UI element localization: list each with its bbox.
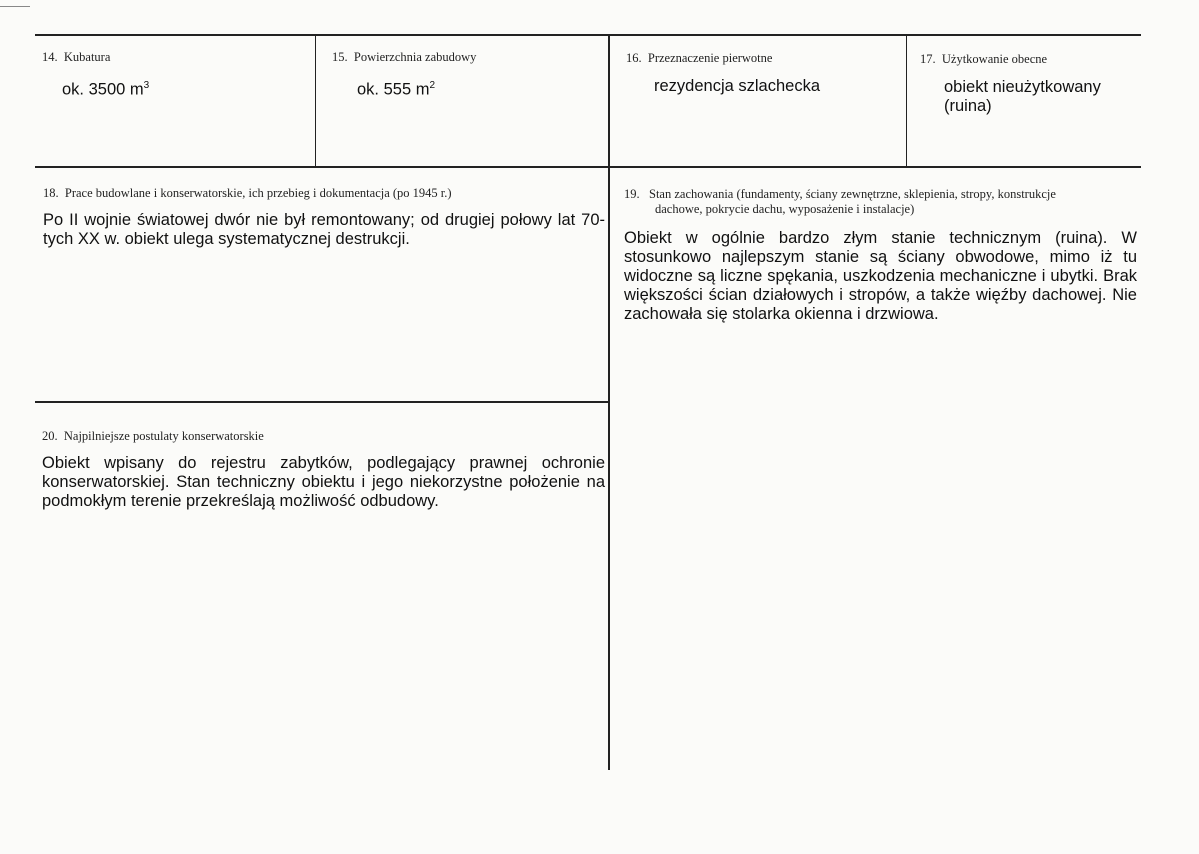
field-14-value-text: ok. 3500 m <box>62 80 144 99</box>
corner-mark <box>0 6 30 7</box>
top-border <box>35 34 1141 36</box>
field-20-value: Obiekt wpisany do rejestru zabytków, podlegający prawnej ochronie konserwatorskiej. Stan techniczny obiektu i jego niekorzystne położenie na podmokłym terenie przekreślają możliwość odbudowy. <box>42 454 605 510</box>
field-19-label <box>624 187 1137 217</box>
field-15-number: 15. <box>332 50 348 64</box>
field-14-label-text: Kubatura <box>63 50 111 64</box>
field-17-label-text: Użytkowanie obecne <box>941 52 1048 66</box>
field-20-postulaty <box>42 429 605 511</box>
field-16-label <box>626 51 901 66</box>
field-18-value: Po II wojnie światowej dwór nie był remontowany; od drugiej połowy lat 70-tych XX w. obiekt ulega systematycznej destrukcji. <box>43 211 605 248</box>
field-14-number: 14. <box>42 50 58 64</box>
row-divider-1 <box>35 166 1141 168</box>
field-17-label <box>920 52 1135 67</box>
field-18-label-text: Prace budowlane i konserwatorskie, ich przebieg i dokumentacja (po 1945 r.) <box>64 186 452 200</box>
field-19-label-text-1: Stan zachowania (fundamenty, ściany zewnętrzne, sklepienia, stropy, konstrukcje <box>649 187 1056 201</box>
field-18-prace <box>43 186 605 249</box>
field-19-stan-zachowania <box>624 187 1137 324</box>
field-20-label-text: Najpilniejsze postulaty konserwatorskie <box>63 429 264 443</box>
field-20-number: 20. <box>42 429 58 443</box>
field-16-number: 16. <box>626 51 642 65</box>
field-15-powierzchnia <box>332 50 602 100</box>
field-19-number: 19. <box>624 187 640 201</box>
field-14-label <box>42 50 310 65</box>
field-15-label-text: Powierzchnia zabudowy <box>353 50 477 64</box>
field-19-label-line1 <box>624 187 1137 202</box>
field-16-przeznaczenie <box>626 51 901 96</box>
row-divider-2-left <box>35 401 609 403</box>
field-20-label <box>42 429 605 444</box>
field-15-unit-exponent: 2 <box>429 80 436 91</box>
field-19-value: Obiekt w ogólnie bardzo złym stanie technicznym (ruina). W stosunkowo najlepszym stanie są ściany obwodowe, mimo iż tu widoczne są liczne spękania, uszkodzenia mechaniczne i ubytki. Brak większości ścian działowych i stropów, a także więźby dachowej. Nie zachowała się stolarka okienna i drzwiowa. <box>624 229 1137 323</box>
col-divider-3 <box>906 35 907 167</box>
field-16-label-text: Przeznaczenie pierwotne <box>647 51 773 65</box>
field-17-uzytkowanie <box>920 52 1135 116</box>
field-17-number: 17. <box>920 52 936 66</box>
col-divider-1 <box>315 35 316 167</box>
field-18-number: 18. <box>43 186 59 200</box>
field-14-kubatura <box>42 50 310 100</box>
field-15-label <box>332 50 602 65</box>
field-14-unit-exponent: 3 <box>143 80 150 91</box>
field-19-label-line2: dachowe, pokrycie dachu, wyposażenie i instalacje) <box>655 202 915 216</box>
field-14-value <box>42 76 310 100</box>
col-divider-center <box>608 35 610 770</box>
field-15-value-text: ok. 555 m <box>357 80 430 99</box>
field-15-value <box>332 76 602 100</box>
field-18-label <box>43 186 605 201</box>
field-16-value: rezydencja szlachecka <box>654 77 820 95</box>
field-17-value: obiekt nieużytkowany (ruina) <box>944 78 1101 115</box>
